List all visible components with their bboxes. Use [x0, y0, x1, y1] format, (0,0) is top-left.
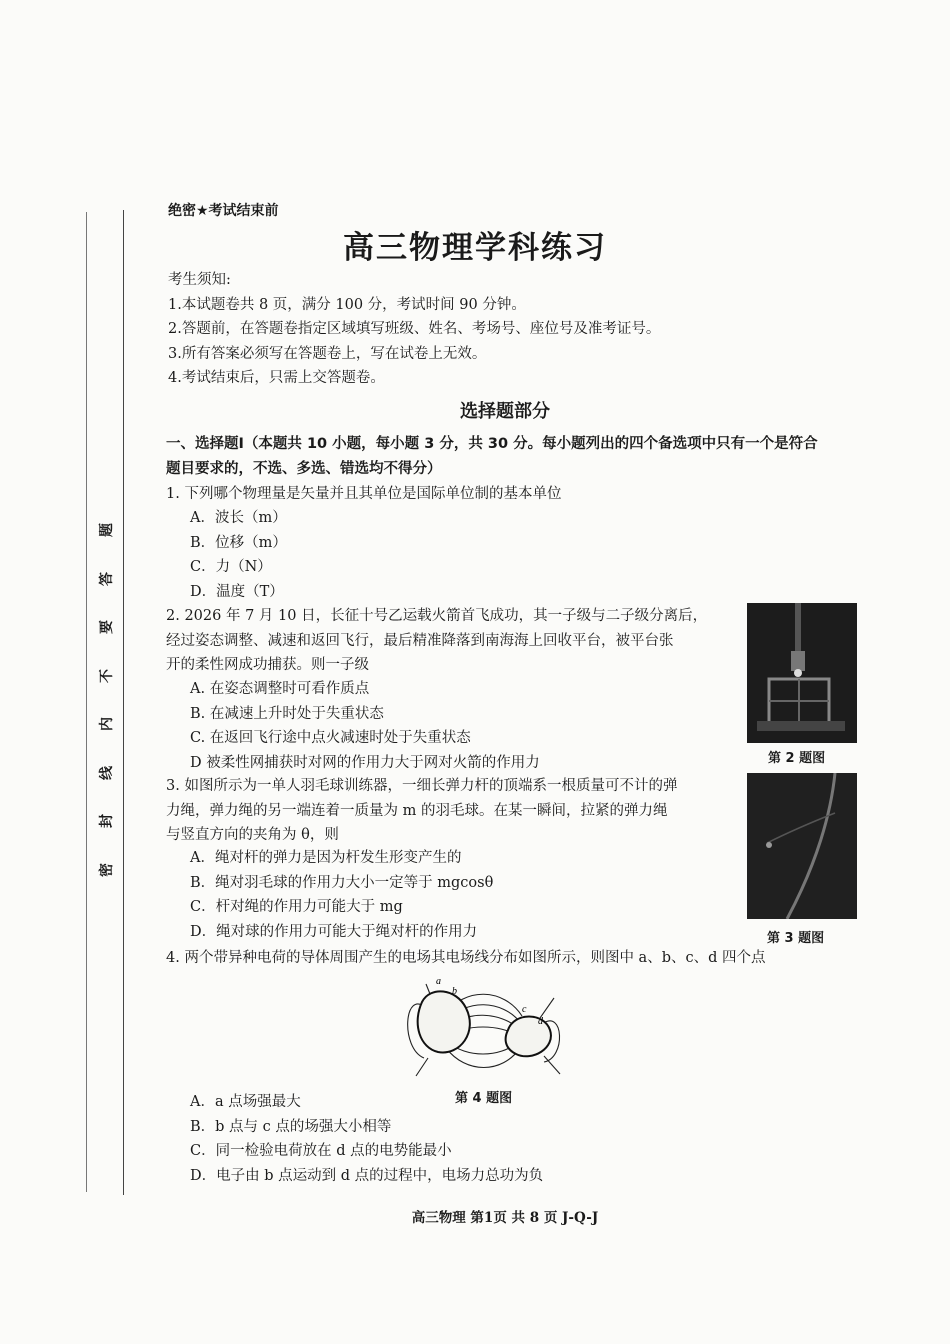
- exam-notes: [168, 268, 660, 391]
- option: D．绳对球的作用力可能大于绳对杆的作用力: [190, 923, 478, 940]
- option: C．杆对绳的作用力可能大于 mg: [190, 899, 403, 915]
- part-line: 题目要求的，不选、多选、错选均不得分）: [166, 461, 442, 477]
- option: A．绳对杆的弹力是因为杆发生形变产生的: [190, 850, 462, 866]
- outer-margin-line: [86, 212, 87, 1192]
- question-line: 开的柔性网成功捕获。则一子级: [166, 657, 369, 673]
- notes-item: 3.所有答案必须写在答题卷上，写在试卷上无效。: [168, 345, 487, 362]
- page-footer: 高三物理 第1页 共 8 页 J-Q-J: [411, 1210, 599, 1226]
- point-label-a: a: [436, 978, 441, 987]
- page-title: 高三物理学科练习: [343, 230, 607, 266]
- question-line: 经过姿态调整、减速和返回飞行，最后精准降落到南海海上回收平台，被平台张: [166, 632, 674, 649]
- electric-field-diagram: [404, 978, 564, 1080]
- question-line: 力绳，弹力绳的另一端连着一质量为 m 的羽毛球。在某一瞬间，拉紧的弹力绳: [166, 802, 668, 819]
- question-3-options: [190, 846, 493, 944]
- seal-char: 封: [99, 814, 115, 829]
- option: B．b 点与 c 点的场强大小相等: [190, 1118, 392, 1135]
- option: C．同一检验电荷放在 d 点的电势能最小: [190, 1143, 452, 1159]
- option: D．温度（T）: [190, 583, 284, 600]
- seal-char: 要: [99, 620, 115, 635]
- seal-line-text: [93, 520, 119, 880]
- option: A．波长（m）: [190, 510, 287, 526]
- seal-char: 答: [99, 571, 115, 586]
- point-label-c: c: [522, 1004, 527, 1015]
- seal-char: 不: [99, 668, 115, 683]
- question-1-options: [190, 506, 287, 604]
- notes-item: 1.本试题卷共 8 页，满分 100 分，考试时间 90 分钟。: [168, 296, 526, 313]
- option: D．电子由 b 点运动到 d 点的过程中，电场力总功为负: [190, 1167, 544, 1184]
- seal-char: 内: [99, 717, 115, 732]
- part-line: 一、选择题Ⅰ（本题共 10 小题，每小题 3 分，共 30 分。每小题列出的四个备选项中只有一个是符合: [166, 436, 818, 452]
- question-line: 1. 下列哪个物理量是矢量并且其单位是国际单位制的基本单位: [166, 486, 562, 502]
- question-line: 4. 两个带异种电荷的导体周围产生的电场其电场线分布如图所示，则图中 a、b、c、d 四个点: [166, 950, 766, 966]
- confidential-label: 绝密★考试结束前: [168, 203, 279, 219]
- question-line: 2. 2026 年 7 月 10 日，长征十号乙运载火箭首飞成功，其一子级与二子级分离后，: [166, 608, 708, 624]
- part-instructions: [166, 432, 866, 482]
- seal-char: 题: [99, 523, 115, 537]
- option: C．力（N）: [190, 559, 272, 575]
- point-label-b: b: [452, 986, 457, 997]
- binding-margin-line: [123, 210, 124, 1195]
- notes-heading: 考生须知:: [168, 272, 231, 288]
- question-line: 3. 如图所示为一单人羽毛球训练器，一细长弹力杆的顶端系一根质量可不计的弹: [166, 778, 678, 794]
- question-2-options: [190, 677, 540, 775]
- seal-char: 线: [99, 765, 115, 780]
- section-title: 选择题部分: [460, 401, 550, 422]
- question-4-stem: [166, 946, 766, 971]
- figure-3-caption: 第 3 题图: [767, 931, 825, 946]
- option: A. 在姿态调整时可看作质点: [190, 681, 370, 697]
- point-label-d: d: [538, 1016, 543, 1027]
- seal-char: 密: [99, 862, 115, 877]
- rocket-recovery-photo: [747, 603, 857, 743]
- badminton-trainer-photo: [747, 773, 857, 919]
- field-lines-svg: [404, 978, 564, 1080]
- notes-item: 2.答题前，在答题卷指定区域填写班级、姓名、考场号、座位号及准考证号。: [168, 321, 661, 337]
- option: D 被柔性网捕获时对网的作用力大于网对火箭的作用力: [190, 754, 540, 771]
- notes-item: 4.考试结束后，只需上交答题卷。: [168, 370, 385, 386]
- option: A．a 点场强最大: [190, 1094, 301, 1110]
- question-line: 与竖直方向的夹角为 θ，则: [166, 827, 339, 843]
- option: B．位移（m）: [190, 534, 287, 551]
- figure-2-caption: 第 2 题图: [768, 751, 826, 766]
- option: B．绳对羽毛球的作用力大小一定等于 mgcosθ: [190, 874, 494, 891]
- question-4-options: [190, 1090, 543, 1188]
- figure-4-caption: 第 4 题图: [455, 1091, 513, 1106]
- question-3-stem: [166, 774, 677, 848]
- question-2-stem: [166, 604, 707, 678]
- option: C. 在返回飞行途中点火减速时处于失重状态: [190, 730, 471, 746]
- question-1-stem: [166, 482, 561, 507]
- option: B. 在减速上升时处于失重状态: [190, 705, 384, 722]
